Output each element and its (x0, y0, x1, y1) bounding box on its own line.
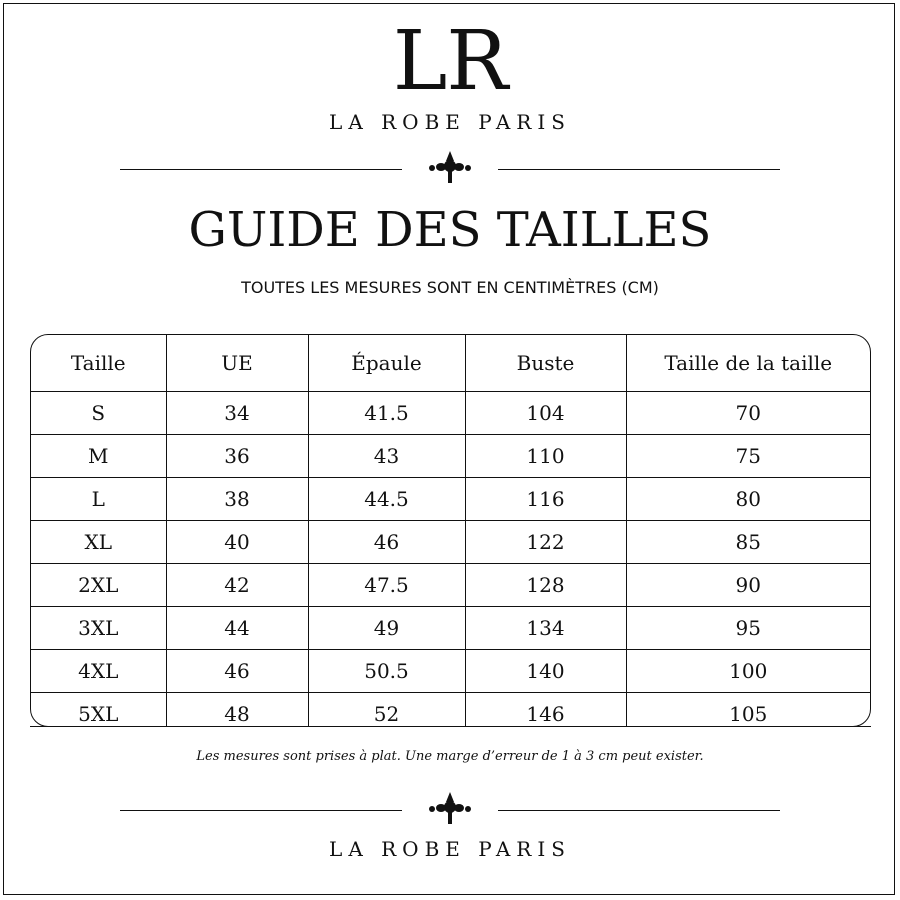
cell-eu: 42 (166, 564, 308, 607)
cell-eu: 36 (166, 435, 308, 478)
cell-size: 4XL (31, 650, 166, 693)
cell-size: 5XL (31, 693, 166, 728)
table-row (31, 392, 870, 435)
column-header-waist: Taille de la taille (626, 335, 870, 392)
cell-size: XL (31, 521, 166, 564)
cell-shoulder: 52 (308, 693, 465, 728)
divider-bottom-right (498, 810, 780, 811)
brand-name-top: LA ROBE PARIS (329, 110, 571, 134)
cell-bust: 128 (465, 564, 626, 607)
page-subtitle: TOUTES LES MESURES SONT EN CENTIMÈTRES (CM) (241, 278, 659, 297)
cell-waist: 95 (626, 607, 870, 650)
table-row (31, 435, 870, 478)
table-header-row (31, 335, 870, 392)
divider-top-right (498, 169, 780, 170)
cell-waist: 100 (626, 650, 870, 693)
table-row (31, 564, 870, 607)
cell-eu: 34 (166, 392, 308, 435)
cell-waist: 75 (626, 435, 870, 478)
cell-size: 3XL (31, 607, 166, 650)
page-title: GUIDE DES TAILLES (188, 202, 712, 258)
cell-waist: 85 (626, 521, 870, 564)
cell-waist: 80 (626, 478, 870, 521)
column-header-bust: Buste (465, 335, 626, 392)
column-header-eu: UE (166, 335, 308, 392)
cell-bust: 134 (465, 607, 626, 650)
cell-eu: 44 (166, 607, 308, 650)
table-row (31, 693, 870, 728)
cell-bust: 146 (465, 693, 626, 728)
cell-waist: 90 (626, 564, 870, 607)
size-table-container (30, 334, 871, 727)
cell-bust: 104 (465, 392, 626, 435)
cell-eu: 48 (166, 693, 308, 728)
table-underline (30, 726, 871, 727)
fleur-de-lis-icon (427, 790, 473, 826)
table-row (31, 478, 870, 521)
column-header-size: Taille (31, 335, 166, 392)
brand-monogram: LR (392, 14, 508, 109)
measurement-note: Les mesures sont prises à plat. Une marge d’erreur de 1 à 3 cm peut exister. (196, 749, 704, 764)
cell-eu: 38 (166, 478, 308, 521)
cell-bust: 122 (465, 521, 626, 564)
column-header-shoulder: Épaule (308, 335, 465, 392)
cell-eu: 46 (166, 650, 308, 693)
cell-shoulder: 44.5 (308, 478, 465, 521)
cell-shoulder: 46 (308, 521, 465, 564)
cell-size: L (31, 478, 166, 521)
size-table (31, 335, 870, 727)
table-row (31, 650, 870, 693)
cell-eu: 40 (166, 521, 308, 564)
cell-shoulder: 50.5 (308, 650, 465, 693)
cell-bust: 110 (465, 435, 626, 478)
divider-top-left (120, 169, 402, 170)
cell-size: M (31, 435, 166, 478)
cell-shoulder: 43 (308, 435, 465, 478)
cell-size: S (31, 392, 166, 435)
divider-bottom-left (120, 810, 402, 811)
brand-name-bottom: LA ROBE PARIS (329, 837, 571, 861)
cell-shoulder: 49 (308, 607, 465, 650)
fleur-de-lis-icon (427, 149, 473, 185)
cell-waist: 70 (626, 392, 870, 435)
cell-shoulder: 47.5 (308, 564, 465, 607)
cell-size: 2XL (31, 564, 166, 607)
table-row (31, 607, 870, 650)
table-row (31, 521, 870, 564)
cell-bust: 140 (465, 650, 626, 693)
cell-waist: 105 (626, 693, 870, 728)
cell-bust: 116 (465, 478, 626, 521)
cell-shoulder: 41.5 (308, 392, 465, 435)
